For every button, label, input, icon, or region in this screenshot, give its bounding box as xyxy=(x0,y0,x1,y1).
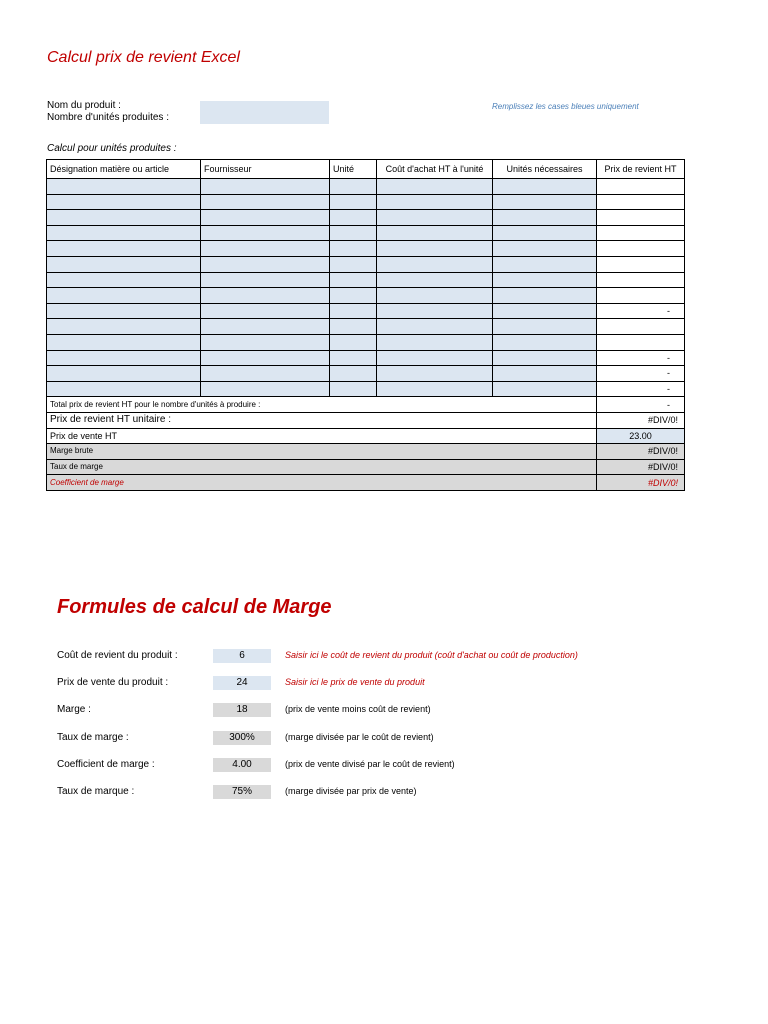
formula-label: Coût de revient du produit : xyxy=(57,650,178,661)
table-row xyxy=(47,272,685,288)
summary-value-total: - xyxy=(597,397,685,413)
summary-label-sale-price: Prix de vente HT xyxy=(47,428,597,444)
summary-label-unit-cost: Prix de revient HT unitaire : xyxy=(47,412,597,428)
formulas-title: Formules de calcul de Marge xyxy=(57,596,332,618)
formula-value[interactable]: 24 xyxy=(213,676,271,690)
row-price-cell: - xyxy=(597,381,685,397)
units-produced-label: Nombre d'unités produites : xyxy=(47,112,169,123)
input-cell[interactable] xyxy=(377,366,493,382)
input-cell[interactable] xyxy=(330,350,377,366)
formula-label: Prix de vente du produit : xyxy=(57,677,169,688)
row-price-cell xyxy=(597,194,685,210)
row-price-cell xyxy=(597,334,685,350)
input-cell[interactable] xyxy=(493,272,597,288)
summary-label-margin-rate: Taux de marge xyxy=(47,459,597,475)
input-cell[interactable] xyxy=(330,194,377,210)
input-cell[interactable] xyxy=(201,350,330,366)
summary-row-coefficient xyxy=(47,475,685,491)
summary-label-coefficient: Coefficient de marge xyxy=(47,475,597,491)
hint-text: Remplissez les cases bleues uniquement xyxy=(492,102,639,111)
cost-table xyxy=(46,159,685,491)
input-cell[interactable] xyxy=(377,272,493,288)
input-cell[interactable] xyxy=(330,225,377,241)
table-header-row xyxy=(47,160,685,179)
input-cell[interactable] xyxy=(493,319,597,335)
header-fournisseur: Fournisseur xyxy=(201,160,330,179)
header-unite: Unité xyxy=(330,160,377,179)
input-cell[interactable] xyxy=(493,194,597,210)
table-row xyxy=(47,179,685,195)
table-row xyxy=(47,241,685,257)
summary-row-margin-rate xyxy=(47,459,685,475)
input-cell[interactable] xyxy=(47,366,201,382)
summary-value-margin-rate: #DIV/0! xyxy=(597,459,685,475)
input-cell[interactable] xyxy=(493,288,597,304)
table-row xyxy=(47,225,685,241)
product-name-label: Nom du produit : xyxy=(47,100,121,111)
header-cout-achat: Coût d'achat HT à l'unité xyxy=(377,160,493,179)
formula-value[interactable]: 6 xyxy=(213,649,271,663)
input-cell[interactable] xyxy=(47,334,201,350)
table-row xyxy=(47,366,685,382)
input-cell[interactable] xyxy=(330,256,377,272)
table-subheading: Calcul pour unités produites : xyxy=(47,143,177,154)
formula-note: (marge divisée par le coût de revient) xyxy=(285,732,434,742)
formula-label: Taux de marque : xyxy=(57,786,135,797)
row-price-cell xyxy=(597,210,685,226)
input-cell[interactable] xyxy=(47,194,201,210)
row-price-cell xyxy=(597,288,685,304)
table-row xyxy=(47,381,685,397)
formula-note: (prix de vente divisé par le coût de revient) xyxy=(285,759,455,769)
input-cell[interactable] xyxy=(330,210,377,226)
input-cell[interactable] xyxy=(377,334,493,350)
input-cell[interactable] xyxy=(201,303,330,319)
table-row xyxy=(47,303,685,319)
row-price-cell: - xyxy=(597,366,685,382)
formula-value: 4.00 xyxy=(213,758,271,772)
row-price-cell xyxy=(597,256,685,272)
header-designation: Désignation matière ou article xyxy=(47,160,201,179)
row-price-cell: - xyxy=(597,350,685,366)
input-cell[interactable] xyxy=(330,288,377,304)
summary-row-unit-cost xyxy=(47,412,685,428)
formula-label: Marge : xyxy=(57,704,91,715)
row-price-cell: - xyxy=(597,303,685,319)
input-cell[interactable] xyxy=(47,303,201,319)
table-row xyxy=(47,350,685,366)
input-cell[interactable] xyxy=(493,334,597,350)
input-cell[interactable] xyxy=(201,319,330,335)
summary-value-unit-cost: #DIV/0! xyxy=(597,412,685,428)
input-cell[interactable] xyxy=(330,334,377,350)
input-cell[interactable] xyxy=(201,256,330,272)
formula-note: Saisir ici le coût de revient du produit (coût d'achat ou coût de production) xyxy=(285,650,578,660)
input-cell[interactable] xyxy=(493,303,597,319)
input-cell[interactable] xyxy=(201,210,330,226)
row-price-cell xyxy=(597,319,685,335)
formula-note: (marge divisée par prix de vente) xyxy=(285,786,417,796)
input-cell[interactable] xyxy=(377,350,493,366)
input-cell[interactable] xyxy=(377,319,493,335)
input-cell[interactable] xyxy=(330,241,377,257)
product-input-cells[interactable] xyxy=(200,101,329,124)
input-cell[interactable] xyxy=(377,256,493,272)
formula-value: 18 xyxy=(213,703,271,717)
input-cell[interactable] xyxy=(201,194,330,210)
formula-label: Coefficient de marge : xyxy=(57,759,155,770)
table-row xyxy=(47,288,685,304)
row-price-cell xyxy=(597,179,685,195)
input-cell[interactable] xyxy=(47,241,201,257)
input-cell[interactable] xyxy=(330,381,377,397)
input-cell[interactable] xyxy=(201,179,330,195)
input-cell[interactable] xyxy=(330,319,377,335)
input-cell[interactable] xyxy=(201,366,330,382)
input-cell[interactable] xyxy=(47,381,201,397)
input-cell[interactable] xyxy=(493,381,597,397)
input-cell[interactable] xyxy=(201,241,330,257)
row-price-cell xyxy=(597,241,685,257)
input-cell[interactable] xyxy=(377,381,493,397)
table-row xyxy=(47,319,685,335)
table-row xyxy=(47,194,685,210)
formula-note: (prix de vente moins coût de revient) xyxy=(285,704,431,714)
summary-value-sale-price[interactable]: 23.00 xyxy=(597,428,685,444)
input-cell[interactable] xyxy=(330,179,377,195)
table-row xyxy=(47,256,685,272)
input-cell[interactable] xyxy=(201,272,330,288)
formula-value: 75% xyxy=(213,785,271,799)
input-cell[interactable] xyxy=(47,179,201,195)
input-cell[interactable] xyxy=(493,256,597,272)
header-prix-revient: Prix de revient HT xyxy=(597,160,685,179)
summary-label-gross-margin: Marge brute xyxy=(47,444,597,460)
table-row xyxy=(47,210,685,226)
page-title: Calcul prix de revient Excel xyxy=(47,49,240,66)
formula-label: Taux de marge : xyxy=(57,732,129,743)
input-cell[interactable] xyxy=(377,179,493,195)
input-cell[interactable] xyxy=(330,272,377,288)
input-cell[interactable] xyxy=(201,288,330,304)
input-cell[interactable] xyxy=(377,225,493,241)
input-cell[interactable] xyxy=(47,319,201,335)
input-cell[interactable] xyxy=(493,241,597,257)
table-row xyxy=(47,334,685,350)
input-cell[interactable] xyxy=(377,241,493,257)
header-unites-necessaires: Unités nécessaires xyxy=(493,160,597,179)
input-cell[interactable] xyxy=(377,194,493,210)
input-cell[interactable] xyxy=(47,350,201,366)
formula-note: Saisir ici le prix de vente du produit xyxy=(285,677,425,687)
input-cell[interactable] xyxy=(493,179,597,195)
input-cell[interactable] xyxy=(47,256,201,272)
input-cell[interactable] xyxy=(493,225,597,241)
input-cell[interactable] xyxy=(47,225,201,241)
input-cell[interactable] xyxy=(377,288,493,304)
input-cell[interactable] xyxy=(47,288,201,304)
input-cell[interactable] xyxy=(493,210,597,226)
summary-row-gross-margin xyxy=(47,444,685,460)
summary-label-total: Total prix de revient HT pour le nombre d'unités à produire : xyxy=(47,397,597,413)
input-cell[interactable] xyxy=(201,381,330,397)
formula-value: 300% xyxy=(213,731,271,745)
input-cell[interactable] xyxy=(493,366,597,382)
summary-value-gross-margin: #DIV/0! xyxy=(597,444,685,460)
input-cell[interactable] xyxy=(377,303,493,319)
input-cell[interactable] xyxy=(330,303,377,319)
input-cell[interactable] xyxy=(201,225,330,241)
input-cell[interactable] xyxy=(377,210,493,226)
input-cell[interactable] xyxy=(201,334,330,350)
row-price-cell xyxy=(597,225,685,241)
input-cell[interactable] xyxy=(493,350,597,366)
summary-value-coefficient: #DIV/0! xyxy=(597,475,685,491)
row-price-cell xyxy=(597,272,685,288)
input-cell[interactable] xyxy=(47,210,201,226)
summary-row-total xyxy=(47,397,685,413)
input-cell[interactable] xyxy=(47,272,201,288)
summary-row-sale-price xyxy=(47,428,685,444)
input-cell[interactable] xyxy=(330,366,377,382)
